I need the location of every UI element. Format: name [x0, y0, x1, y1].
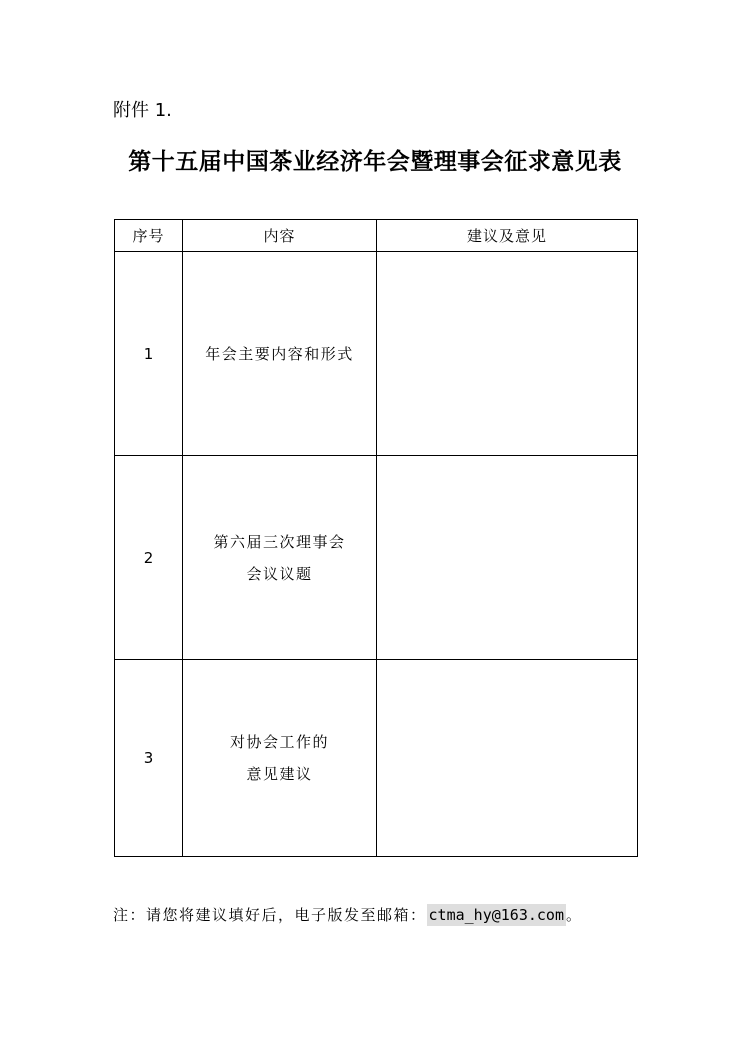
footnote-suffix: 。 [565, 906, 583, 924]
document-title: 第十五届中国茶业经济年会暨理事会征求意见表 [128, 149, 622, 175]
row-content-line: 第六届三次理事会 [213, 532, 346, 551]
email-address[interactable]: ctma_hy@163.com [428, 906, 564, 924]
attachment-label: 附件 1. [113, 100, 172, 121]
row-content-line: 年会主要内容和形式 [205, 344, 354, 363]
feedback-table [114, 219, 638, 857]
row-suggestion-cell[interactable] [377, 660, 638, 857]
footnote-text: 注：请您将建议填好后，电子版发至邮箱： [113, 906, 427, 924]
table-header-row [115, 220, 638, 252]
header-content: 内容 [183, 220, 377, 252]
footnote [113, 900, 583, 930]
header-suggestion: 建议及意见 [377, 220, 638, 252]
row-content-line: 会议议题 [246, 564, 313, 583]
header-number: 序号 [115, 220, 183, 252]
table-row [115, 660, 638, 857]
row-content [183, 252, 377, 456]
row-suggestion-cell[interactable] [377, 456, 638, 660]
row-content [183, 456, 377, 660]
table-row [115, 456, 638, 660]
row-suggestion-cell[interactable] [377, 252, 638, 456]
row-number: 1 [115, 252, 183, 456]
row-number: 3 [115, 660, 183, 857]
table-row [115, 252, 638, 456]
row-number: 2 [115, 456, 183, 660]
row-content [183, 660, 377, 857]
row-content-line: 对协会工作的 [229, 733, 329, 751]
row-content-line: 意见建议 [246, 765, 313, 783]
